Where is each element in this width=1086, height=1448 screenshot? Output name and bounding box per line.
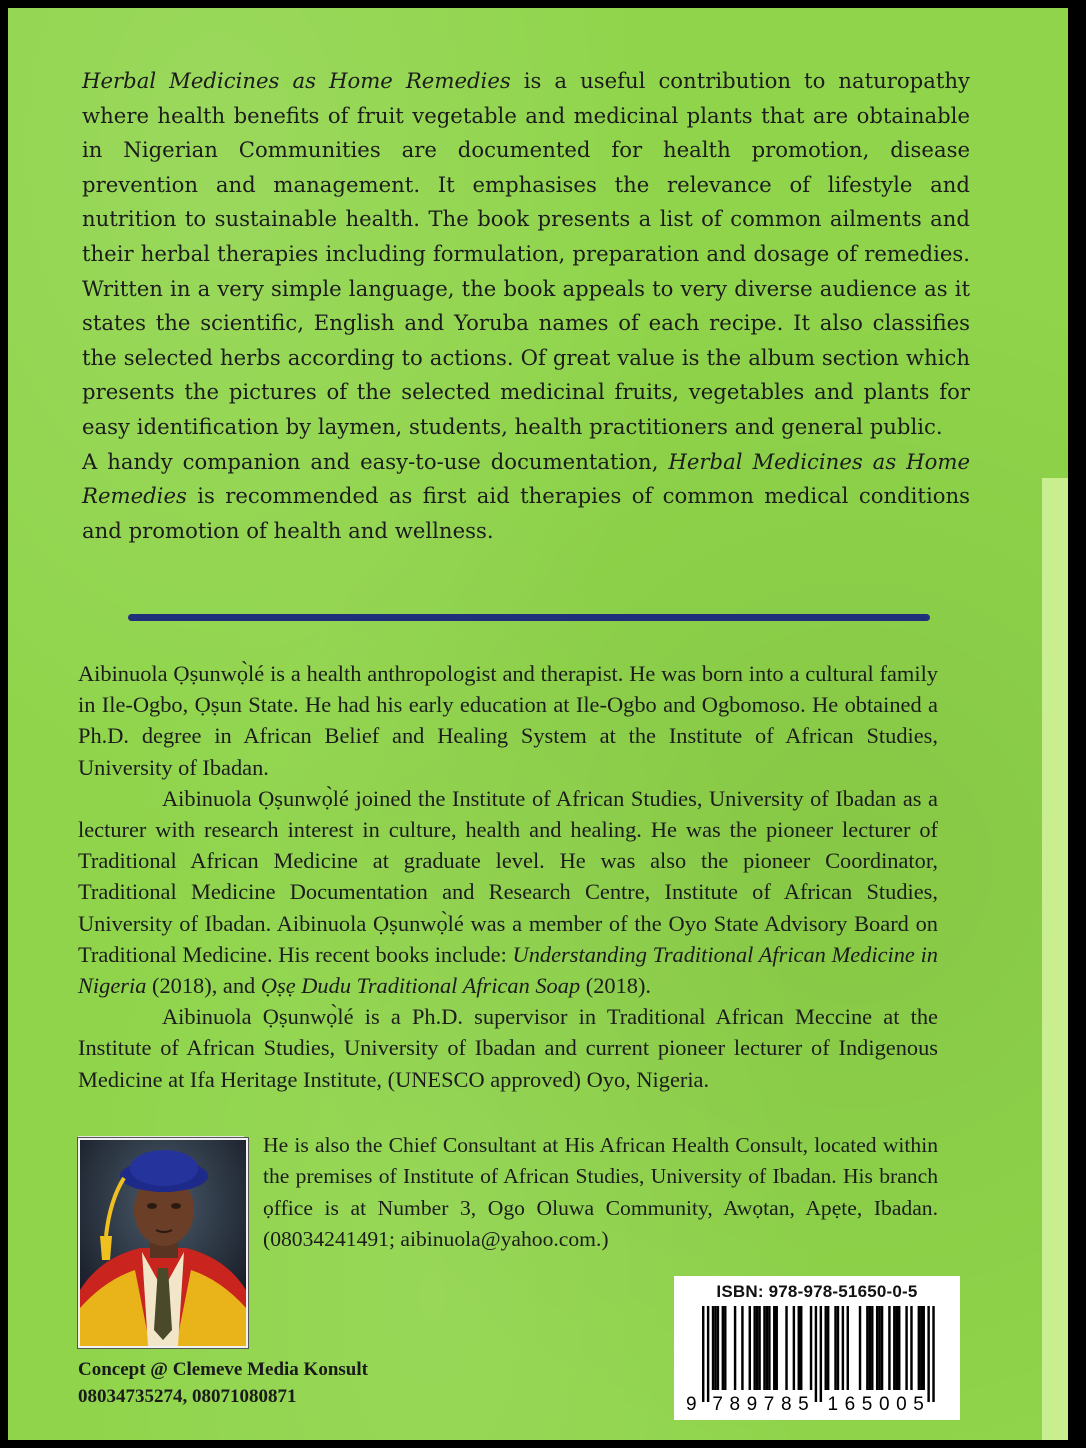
- barcode-bar: [866, 1306, 868, 1390]
- barcode-digits: 7: [712, 1394, 723, 1415]
- spine-edge: [1042, 478, 1068, 1440]
- barcode-digits: 5: [798, 1394, 809, 1415]
- barcode-bar: [714, 1306, 716, 1390]
- barcode-bar: [888, 1306, 890, 1390]
- blurb-book-title-2: Herbal Medicines as Home Remedies: [82, 448, 971, 509]
- barcode-bar: [859, 1306, 861, 1390]
- barcode-bar: [842, 1306, 844, 1390]
- barcode-digits: 5: [861, 1394, 873, 1415]
- barcode-bar: [785, 1306, 787, 1390]
- barcode-bar: [749, 1306, 751, 1390]
- bio-book-1: Understanding Traditional African Medicine in Nigeria: [78, 941, 939, 999]
- blurb-text-2: is recommended as first aid therapies of common medical conditions and promotion of health and wellness.: [82, 483, 970, 543]
- barcode-bar: [905, 1306, 907, 1390]
- blurb-book-title: Herbal Medicines as Home Remedies: [82, 68, 511, 93]
- credits-line-2: 08034735274, 08071080871: [78, 1386, 297, 1407]
- blurb-text-1: is a useful contribution to naturopathy where health benefits of fruit vegetable and medicinal plants that are obtainable in Nigerian Communities are documented for health promotion, disease prevention and management. It emphasises the relevance of lifestyle and nutrition to sustainable health. The book presents a list of common ailments and their herbal therapies including formulation, preparation and dosage of remedies. Written in a very simple language, the book appeals to very diverse audience as it states the scientific, English and Yoruba names of each recipe. It also classifies the selected herbs according to actions. Of great value is the album section which presents the pictures of the selected medicinal fruits, vegetables and plants for easy identification by laymen, students, health practitioners and general public.: [82, 68, 970, 439]
- author-bio: [78, 658, 938, 1095]
- barcode-bar: [707, 1306, 709, 1402]
- barcode-bar: [712, 1306, 714, 1390]
- barcode-bar: [869, 1306, 871, 1390]
- portrait-rule: [78, 1136, 244, 1137]
- barcode-bar: [932, 1306, 934, 1402]
- barcode-bar: [834, 1306, 836, 1390]
- book-blurb: [82, 64, 970, 548]
- barcode-bar: [898, 1306, 900, 1390]
- barcode-digits: 0: [878, 1394, 890, 1415]
- bio-book-1-year: (2018), and: [146, 973, 261, 999]
- barcode-bar: [776, 1306, 778, 1390]
- barcode-digits: 9: [686, 1394, 697, 1415]
- barcode-bar: [827, 1306, 829, 1390]
- barcode-bar: [837, 1306, 839, 1390]
- barcode-bar: [758, 1306, 760, 1390]
- barcode-bar: [724, 1306, 726, 1390]
- isbn-barcode-block: [674, 1276, 960, 1420]
- barcode-bar: [910, 1306, 912, 1390]
- blurb-paragraph-1: [82, 64, 970, 445]
- barcode: [682, 1306, 952, 1416]
- barcode-bar: [847, 1306, 849, 1390]
- bio-book-2-year: (2018).: [580, 973, 652, 999]
- barcode-bar: [825, 1306, 827, 1390]
- barcode-bar: [918, 1306, 920, 1390]
- credits: [78, 1356, 368, 1410]
- bio-paragraph-4: He is also the Chief Consultant at His African Health Consult, located within the premises of Institute of African Studies, University of Ibadan. His branch ọffice is at Number 3, Ogo Oluwa Community, Awọtan, Apẹte, Ibadan. (08034241491; aibinuola@yahoo.com.): [263, 1133, 938, 1252]
- barcode-bar: [756, 1306, 758, 1390]
- blurb-prefix-2: A handy companion and easy-to-use documentation,: [82, 448, 669, 474]
- barcode-bar: [768, 1306, 770, 1390]
- barcode-digits: 7: [763, 1394, 775, 1415]
- barcode-bar: [717, 1306, 719, 1390]
- barcode-bar: [810, 1306, 812, 1390]
- barcode-bar: [920, 1306, 922, 1390]
- barcode-bar: [893, 1306, 895, 1390]
- barcode-bar: [881, 1306, 883, 1390]
- barcode-digits: 6: [844, 1394, 856, 1415]
- barcode-bar: [793, 1306, 795, 1390]
- isbn-label: ISBN: 978-978-51650-0-5: [716, 1282, 918, 1301]
- barcode-bar: [876, 1306, 878, 1390]
- author-portrait: [78, 1138, 248, 1348]
- barcode-bar: [923, 1306, 925, 1390]
- blurb-paragraph-2: [82, 445, 970, 549]
- barcode-bar: [927, 1306, 929, 1402]
- barcode-bar: [871, 1306, 873, 1390]
- barcode-bar: [896, 1306, 898, 1390]
- section-divider: [128, 614, 930, 621]
- bio-paragraph-2: [78, 783, 938, 1001]
- barcode-digits: 1: [827, 1394, 839, 1415]
- barcode-digits: 8: [780, 1394, 792, 1415]
- barcode-bar: [798, 1306, 800, 1390]
- barcode-bar: [734, 1306, 736, 1390]
- barcode-digits: 0: [896, 1394, 907, 1415]
- barcode-bar: [722, 1306, 724, 1390]
- barcode-bar: [820, 1306, 822, 1402]
- barcode-digits: 5: [913, 1394, 924, 1415]
- bio-paragraph-1: Aibinuola Ọṣunwọ̀lé is a health anthropologist and therapist. He was born into a cultural family in Ile-Ogbo, Ọṣun State. He had his early education at Ile-Ogbo and Ogbomoso. He obtained a Ph.D. degree in African Belief and Healing System at the Institute of African Studies, University of Ibadan.: [78, 661, 938, 780]
- barcode-bar: [815, 1306, 817, 1402]
- barcode-bar: [773, 1306, 775, 1390]
- bio-text-2: Aibinuola Ọṣunwọ̀lé joined the Institute of African Studies, University of Ibadan as a lecturer with research interest in culture, health and healing. He was the pioneer lecturer of Traditional African Medicine at graduate level. He was also the pioneer Coordinator, Traditional Medicine Documentation and Research Centre, Institute of African Studies, University of Ibadan. Aibinuola Ọṣunwọ̀lé was a member of the Oyo State Advisory Board on Traditional Medicine. His recent books include:: [78, 785, 938, 967]
- barcode-bar: [800, 1306, 802, 1390]
- credits-line-1: Concept @ Clemeve Media Konsult: [78, 1359, 368, 1380]
- barcode-bar: [878, 1306, 880, 1390]
- barcode-bar: [741, 1306, 743, 1390]
- barcode-digits: 8: [729, 1394, 741, 1415]
- barcode-bar: [753, 1306, 755, 1390]
- barcode-bar: [702, 1306, 704, 1402]
- barcode-bar: [763, 1306, 765, 1390]
- bio-paragraph-3: Aibinuola Ọṣunwọ̀lé is a Ph.D. supervisor in Traditional African Meccine at the Institute of African Studies, University of Ibadan and current pioneer lecturer of Indigenous Medicine at Ifa Heritage Institute, (UNESCO approved) Oyo, Nigeria.: [78, 1004, 938, 1092]
- barcode-digits: 9: [746, 1394, 758, 1415]
- back-cover: [8, 8, 1068, 1440]
- bio-book-2: Ọṣẹ Dudu Traditional African Soap: [260, 973, 581, 999]
- barcode-bar: [766, 1306, 768, 1390]
